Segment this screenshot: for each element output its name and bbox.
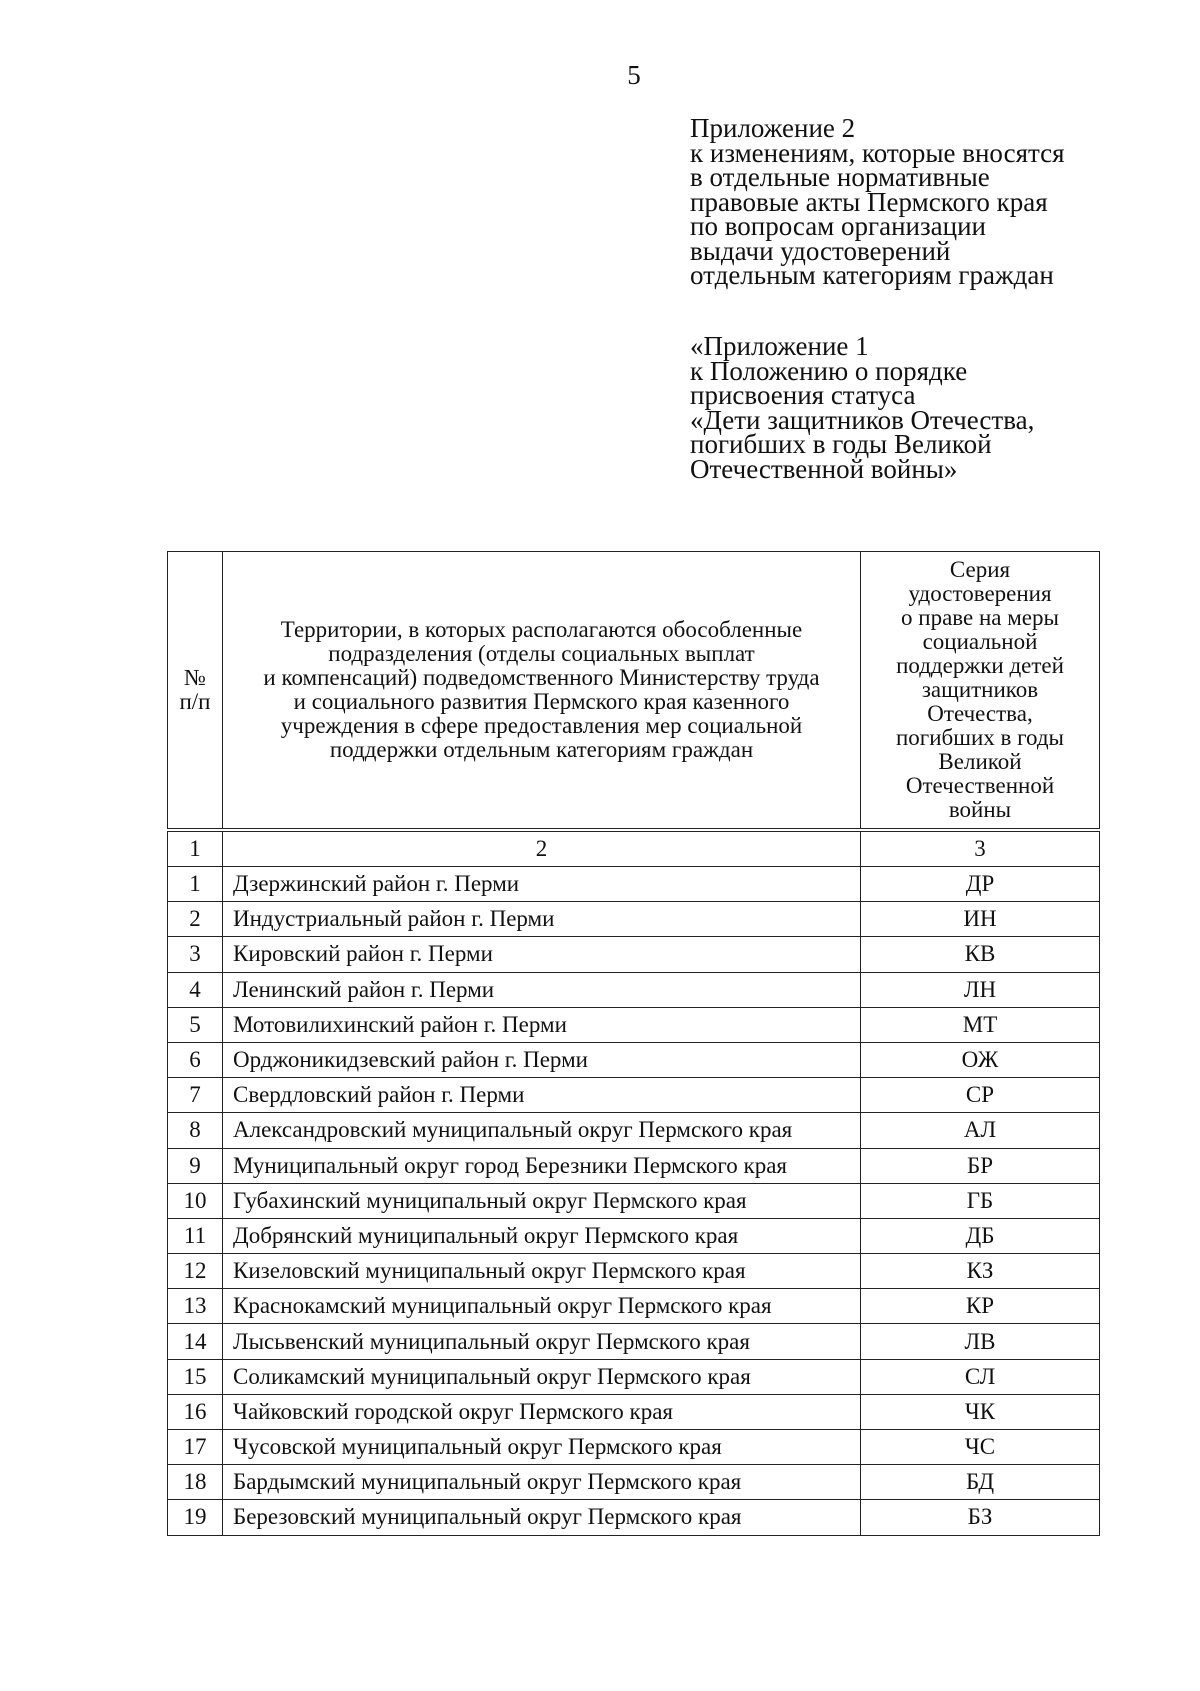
table-row [168, 1042, 1100, 1077]
series-cell: СР [861, 1078, 1100, 1113]
territory-cell: Губахинский муниципальный округ Пермского края [223, 1183, 861, 1218]
column-index-cell: 3 [861, 830, 1100, 867]
series-cell: АЛ [861, 1113, 1100, 1148]
table-row [168, 1183, 1100, 1218]
table-row [168, 1078, 1100, 1113]
table-row [168, 1007, 1100, 1042]
territory-cell: Орджоникидзевский район г. Перми [223, 1042, 861, 1077]
territory-cell: Мотовилихинский район г. Перми [223, 1007, 861, 1042]
header-series-line: поддержки детей [896, 653, 1064, 678]
territory-cell: Березовский муниципальный округ Пермского края [223, 1500, 861, 1535]
series-cell: ИН [861, 902, 1100, 937]
row-number-cell: 8 [168, 1113, 223, 1148]
inner-appendix-line: погибших в годы Великой [690, 429, 992, 459]
header-series-line: удостоверения [908, 581, 1052, 606]
territory-cell: Индустриальный район г. Перми [223, 902, 861, 937]
series-cell: БР [861, 1148, 1100, 1183]
table-row [168, 1113, 1100, 1148]
table-row [168, 867, 1100, 902]
row-number-cell: 13 [168, 1289, 223, 1324]
column-index-cell: 1 [168, 830, 223, 867]
table-row [168, 937, 1100, 972]
territory-cell: Кизеловский муниципальный округ Пермского края [223, 1254, 861, 1289]
series-cell: СЛ [861, 1359, 1100, 1394]
table-row [168, 1289, 1100, 1324]
row-number-cell: 15 [168, 1359, 223, 1394]
series-cell: КВ [861, 937, 1100, 972]
row-number-cell: 19 [168, 1500, 223, 1535]
row-number-cell: 10 [168, 1183, 223, 1218]
appendix-header-line: в отдельные нормативные [690, 162, 990, 192]
row-number-cell: 5 [168, 1007, 223, 1042]
table-row [168, 1148, 1100, 1183]
inner-appendix-line: «Приложение 1 [690, 331, 869, 361]
header-series [861, 552, 1100, 831]
territory-cell: Добрянский муниципальный округ Пермского края [223, 1218, 861, 1253]
header-series-line: защитников [921, 677, 1039, 702]
header-num-line: п/п [179, 689, 211, 714]
column-index-row [168, 830, 1100, 867]
row-number-cell: 2 [168, 902, 223, 937]
header-territory-line: подразделения (отделы социальных выплат [328, 641, 755, 666]
row-number-cell: 7 [168, 1078, 223, 1113]
header-num [168, 552, 223, 831]
series-cell: ДР [861, 867, 1100, 902]
header-territory-line: и социального развития Пермского края казенного [293, 689, 790, 714]
appendix-header-line: выдачи удостоверений [690, 235, 951, 266]
header-num-line: № [184, 665, 206, 690]
header-territory [223, 552, 861, 831]
row-number-cell: 12 [168, 1254, 223, 1289]
territory-cell: Соликамский муниципальный округ Пермского края [223, 1359, 861, 1394]
table-row [168, 902, 1100, 937]
appendix-header-line: по вопросам организации [690, 211, 986, 241]
series-cell: ЛВ [861, 1324, 1100, 1359]
header-territory-line: учреждения в сфере предоставления мер социальной [280, 713, 803, 738]
header-series-line: о праве на меры [901, 605, 1059, 630]
territory-cell: Кировский район г. Перми [223, 937, 861, 972]
header-territory-line: поддержки отдельным категориям граждан [329, 737, 754, 762]
header-series-line: Серия [949, 557, 1011, 582]
row-number-cell: 14 [168, 1324, 223, 1359]
row-number-cell: 9 [168, 1148, 223, 1183]
column-index-cell: 2 [223, 830, 861, 867]
series-cell: ГБ [861, 1183, 1100, 1218]
series-cell: КР [861, 1289, 1100, 1324]
header-territory-line: и компенсаций) подведомственного Министерству труда [263, 665, 820, 690]
table-header-row [168, 552, 1100, 831]
series-cell: ОЖ [861, 1042, 1100, 1077]
appendix-header-line: правовые акты Пермского края [690, 186, 1048, 217]
series-cell: КЗ [861, 1254, 1100, 1289]
territory-cell: Муниципальный округ город Березники Пермского края [223, 1148, 861, 1183]
table-row [168, 1500, 1100, 1535]
territory-cell: Чусовской муниципальный округ Пермского края [223, 1430, 861, 1465]
series-cell: ЧК [861, 1394, 1100, 1429]
series-cell: ЧС [861, 1430, 1100, 1465]
row-number-cell: 18 [168, 1465, 223, 1500]
inner-appendix-header [690, 331, 1160, 484]
appendix-header-line: Приложение 2 [690, 113, 856, 143]
table-row [168, 972, 1100, 1007]
row-number-cell: 16 [168, 1394, 223, 1429]
row-number-cell: 3 [168, 937, 223, 972]
header-series-line: Великой [938, 749, 1022, 774]
table-row [168, 1254, 1100, 1289]
territory-cell: Ленинский район г. Перми [223, 972, 861, 1007]
territory-cell: Свердловский район г. Перми [223, 1078, 861, 1113]
table-row [168, 1430, 1100, 1465]
inner-appendix-line: Отечественной войны» [690, 453, 958, 484]
appendix-header-line: к изменениям, которые вносятся [690, 137, 1065, 168]
header-series-line: Отечественной [905, 773, 1055, 798]
series-cell: ЛН [861, 972, 1100, 1007]
territory-cell: Лысьвенский муниципальный округ Пермского края [223, 1324, 861, 1359]
inner-appendix-line: «Дети защитников Отечества, [690, 404, 1035, 435]
header-series-line: войны [948, 797, 1012, 822]
series-cell: ДБ [861, 1218, 1100, 1253]
header-series-line: Отечества, [927, 701, 1033, 726]
series-cell: МТ [861, 1007, 1100, 1042]
header-territory-line: Территории, в которых располагаются обособленные [280, 617, 803, 642]
table-row [168, 1359, 1100, 1394]
appendix-header [690, 113, 1160, 290]
page-number: 5 [627, 60, 641, 90]
territory-cell: Александровский муниципальный округ Пермского края [223, 1113, 861, 1148]
header-series-line: погибших в годы [896, 725, 1064, 750]
territory-cell: Бардымский муниципальный округ Пермского края [223, 1465, 861, 1500]
row-number-cell: 17 [168, 1430, 223, 1465]
series-cell: БЗ [861, 1500, 1100, 1535]
appendix-header-line: отдельным категориям граждан [690, 260, 1054, 290]
row-number-cell: 6 [168, 1042, 223, 1077]
table-row [168, 1324, 1100, 1359]
inner-appendix-line: присвоения статуса [690, 380, 916, 410]
header-series-line: социальной [922, 629, 1038, 654]
series-cell: БД [861, 1465, 1100, 1500]
territory-cell: Дзержинский район г. Перми [223, 867, 861, 902]
table-row [168, 1218, 1100, 1253]
row-number-cell: 4 [168, 972, 223, 1007]
inner-appendix-line: к Положению о порядке [690, 355, 968, 386]
table-row [168, 1394, 1100, 1429]
row-number-cell: 11 [168, 1218, 223, 1253]
territories-table [167, 551, 1100, 1536]
table-body [168, 830, 1100, 1535]
row-number-cell: 1 [168, 867, 223, 902]
territory-cell: Краснокамский муниципальный округ Пермского края [223, 1289, 861, 1324]
table-row [168, 1465, 1100, 1500]
territory-cell: Чайковский городской округ Пермского края [223, 1394, 861, 1429]
